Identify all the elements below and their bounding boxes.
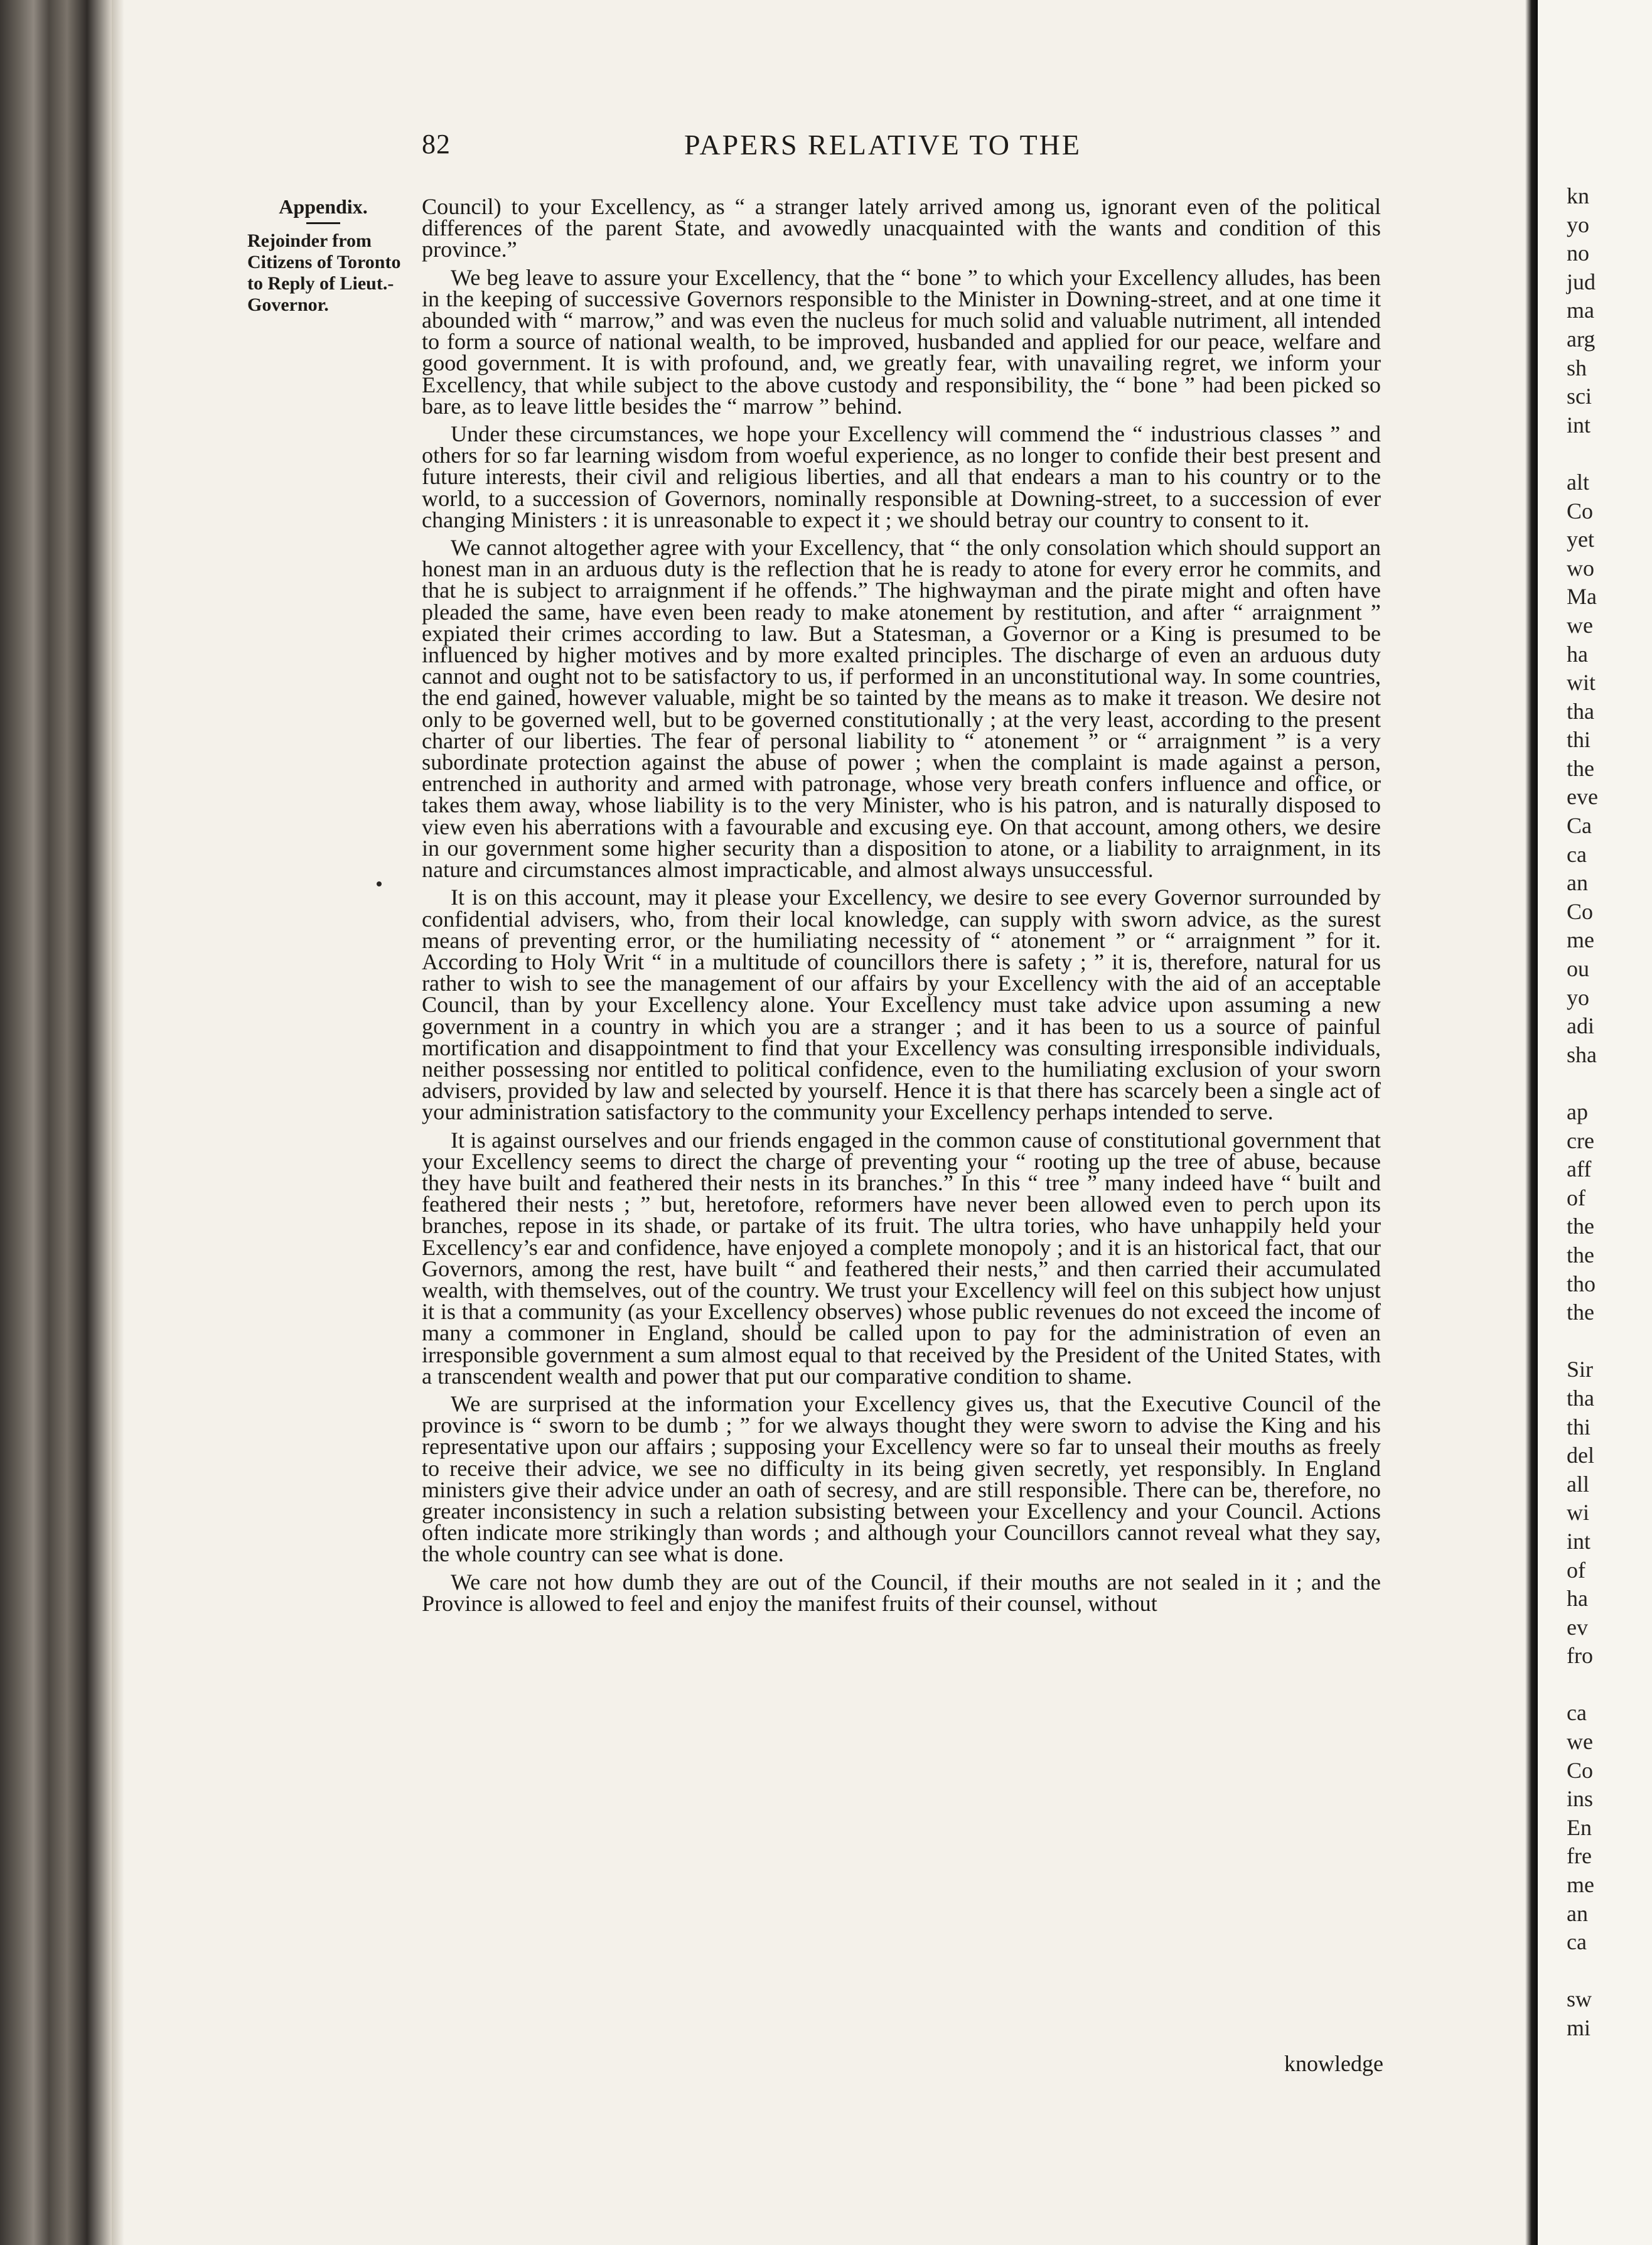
- margin-text: Rejoinder from Citizens of Toronto to Reply of Lieut.- Governor.: [247, 230, 401, 315]
- binding-shadow: [112, 0, 124, 2245]
- paragraph: Under these circumstances, we hope your Excellency will commend the “ industrious classes ” and others for so far learning wisdom from woeful experience, as no longer to confide their best present and future interests, their civil and religious liberties, and all that endears a man to his country or to the world, to a succession of Governors, nominally responsible at Downing-street, to a succession of ever changing Ministers : it is unreasonable to expect it ; we should betray our country to consent to it.: [422, 421, 1381, 532]
- catchword: knowledge: [1284, 2051, 1383, 2076]
- margin-label: Appendix.: [279, 195, 368, 218]
- margin-note: [232, 196, 414, 316]
- paragraph: Council) to your Excellency, as “ a stranger lately arrived among us, ignorant even of the political differences of the parent State, and avowedly unacquainted with the wants and condition of this province.”: [422, 194, 1381, 262]
- paragraph: It is against ourselves and our friends engaged in the common cause of constitutional government that your Excellency seems to direct the charge of preventing your “ rooting up the tree of abuse, because they have built and feathered their nests in its branches.” In this “ tree ” many indeed have “ built and feathered their nests ; ” but, heretofore, reformers have never been allowed even to perch upon its branches, repose in its shade, or partake of its fruit. The ultra tories, who have unhappily held your Excellency’s ear and confidence, have enjoyed a complete monopoly ; and it is an historical fact, that our Governors, among the rest, have built “ and feathered their nests,” and then carried their accumulated wealth, with themselves, out of the country. We trust your Excellency will feel on this subject how unjust it is that a community (as your Excellency observes) whose public revenues do not exceed the income of many a commoner in England, should be called upon to pay for the administration of even an irresponsible government a sum almost equal to that received by the President of the United States, with a transcendent wealth and power that put our comparative condition to shame.: [422, 1127, 1381, 1389]
- paragraph: We care not how dumb they are out of the Council, if their mouths are not sealed in it ; and the Province is allowed to feel and enjoy the manifest fruits of their counsel, without: [422, 1569, 1381, 1616]
- body-text: [422, 196, 1381, 1620]
- book-binding: [0, 0, 112, 2245]
- running-title: PAPERS RELATIVE TO THE: [684, 129, 1082, 161]
- paragraph: We cannot altogether agree with your Excellency, that “ the only consolation which should support an honest man in an arduous duty is the reflection that he is ready to atone for every error he commits, and that he is subject to arraignment if he offends.” The highwayman and the pirate might and often have pleaded the same, have even been ready to make atonement by restitution, and after “ arraignment ” expiated their crimes according to law. But a Statesman, a Governor or a King is presumed to be influenced by higher motives and by more exalted principles. The discharge of even an arduous duty cannot and ought not to be satisfactory to us, if performed in an unconstitutional way. In some countries, the end gained, however valuable, might be so tainted by the means as to make it treason. We desire not only to be governed well, but to be governed constitutionally ; at the very least, according to the present charter of our liberties. The fear of personal liability to “ atonement ” or “ arraignment ” is a very subordinate protection against the abuse of power ; when the complaint is made against a person, entrenched in authority and armed with patronage, whose very breath confers influence and office, or takes them away, whose liability is to the very Minister, who is his patron, and is naturally disposed to view even his aberrations with a favourable and excusing eye. On that account, among others, we desire in our government some higher security than a disposition to atone, or a liability to arraignment, in its nature and circumstances almost impracticable, and almost always unsuccessful.: [422, 535, 1381, 883]
- paragraph: We are surprised at the information your Excellency gives us, that the Executive Council of the province is “ sworn to be dumb ; ” for we always thought they were sworn to advise the King and his representative upon our affairs ; supposing your Excellency were so far to unseal their mouths as freely to receive their advice, we see no difficulty in its being given secretly, yet responsibly. In England ministers give their advice under an oath of secresy, and are still responsible. There can be, therefore, no greater inconsistency in such a relation subsisting between your Excellency and your Council. Actions often indicate more strikingly than words ; and although your Councillors cannot reveal what they say, the whole country can see what is done.: [422, 1391, 1381, 1567]
- facing-page: [1538, 0, 1652, 2245]
- page-gutter: [1525, 0, 1538, 2245]
- paragraph: We beg leave to assure your Excellency, that the “ bone ” to which your Excellency alludes, has been in the keeping of successive Governors responsible to the Minister in Downing-street, and at one time it abounded with “ marrow,” and was even the nucleus for much solid and valuable nutriment, all intended to form a source of national wealth, to be improved, husbanded and applied for our peace, welfare and good government. It is with profound, and, we greatly fear, with unavailing regret, we inform your Excellency, that while subject to the above custody and responsibility, the “ bone ” had been picked so bare, as to leave little besides the “ marrow ” behind.: [422, 264, 1381, 419]
- page-number: 82: [422, 129, 451, 159]
- ink-dot: [377, 881, 382, 886]
- paragraph: It is on this account, may it please your Excellency, we desire to see every Governor surrounded by confidential advisers, who, from their local knowledge, can supply with sworn advice, as the surest means of preventing error, or the humiliating necessity of “ atonement ” or “ arraignment ” for it. According to Holy Writ “ in a multitude of councillors there is safety ; ” it is, therefore, natural for us rather to wish to see the management of our affairs by your Excellency with the aid of an acceptable Council, than by your Excellency alone. Your Excellency must take advice upon assuming a new government in a country in which you are a stranger ; and it has been to us a source of painful mortification and disappointment to find that your Excellency was consulting irresponsible individuals, neither possessing nor entitled to political confidence, even to the humiliating exclusion of your sworn advisers, provided by law and selected by yourself. Hence it is that there has scarcely been a single act of your administration satisfactory to the community your Excellency perhaps intended to serve.: [422, 885, 1381, 1125]
- margin-rule: [306, 222, 340, 224]
- facing-page-text: kn yo no jud ma arg sh sci int alt Co yet wo Ma we ha wit tha thi the eve Ca ca an Co me ou yo adi sha ap cre aff of the the tho the Sir tha thi del all wi int of ha ev fro ca we Co ins En fre me an ca sw mi: [1567, 183, 1598, 2040]
